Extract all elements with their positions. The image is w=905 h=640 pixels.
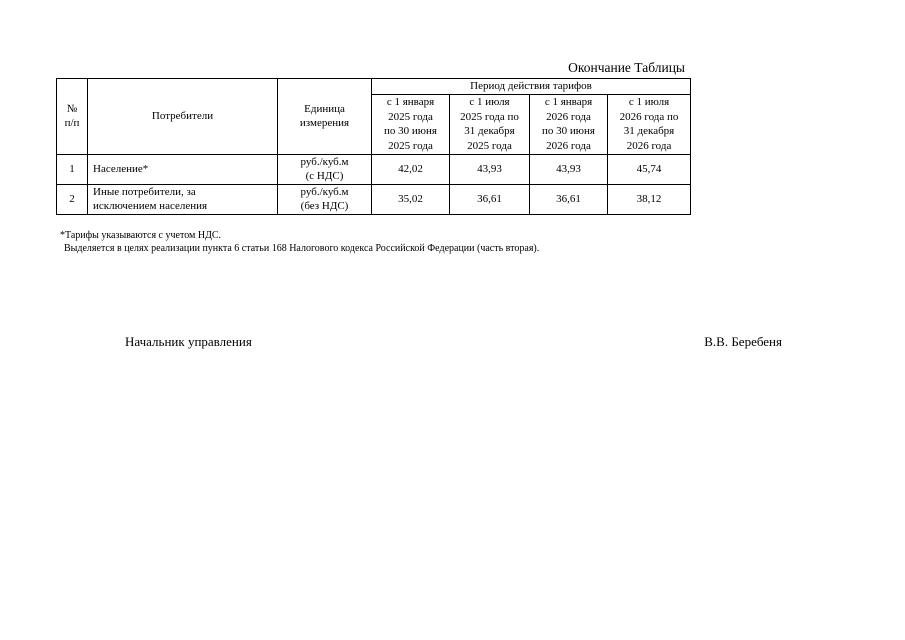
table-caption: Окончание Таблицы bbox=[568, 60, 685, 75]
row-value: 38,12 bbox=[608, 184, 691, 214]
signature-name: В.В. Беребеня bbox=[704, 334, 782, 349]
row-num: 1 bbox=[57, 154, 88, 184]
row-value: 35,02 bbox=[372, 184, 450, 214]
row-value: 36,61 bbox=[450, 184, 530, 214]
footnotes bbox=[60, 229, 539, 255]
footnote-tax-code: Выделяется в целях реализации пункта 6 статьи 168 Налогового кодекса Российской Федерации (часть вторая). bbox=[64, 243, 540, 254]
signature-position: Начальник управления bbox=[125, 334, 252, 349]
row-value: 36,61 bbox=[530, 184, 608, 214]
row-value: 43,93 bbox=[530, 154, 608, 184]
row-value: 45,74 bbox=[608, 154, 691, 184]
row-unit: руб./куб.м (с НДС) bbox=[278, 154, 372, 184]
row-value: 43,93 bbox=[450, 154, 530, 184]
row-consumer: Население* bbox=[88, 154, 278, 184]
header-period-4: с 1 июля 2026 года по 31 декабря 2026 года bbox=[608, 94, 691, 154]
header-row-period bbox=[57, 79, 691, 95]
row-consumer: Иные потребители, за исключением населения bbox=[88, 184, 278, 214]
row-num: 2 bbox=[57, 184, 88, 214]
header-period-1: с 1 января 2025 года по 30 июня 2025 года bbox=[372, 94, 450, 154]
header-unit: Единица измерения bbox=[278, 79, 372, 155]
tariff-table bbox=[56, 78, 691, 215]
row-value: 42,02 bbox=[372, 154, 450, 184]
header-num: № п/п bbox=[57, 79, 88, 155]
header-period: Период действия тарифов bbox=[372, 79, 691, 95]
table-row bbox=[57, 184, 691, 214]
header-period-2: с 1 июля 2025 года по 31 декабря 2025 года bbox=[450, 94, 530, 154]
table-row bbox=[57, 154, 691, 184]
header-period-3: с 1 января 2026 года по 30 июня 2026 года bbox=[530, 94, 608, 154]
row-unit: руб./куб.м (без НДС) bbox=[278, 184, 372, 214]
footnote-vat: *Тарифы указываются с учетом НДС. bbox=[60, 230, 222, 241]
header-consumers: Потребители bbox=[88, 79, 278, 155]
